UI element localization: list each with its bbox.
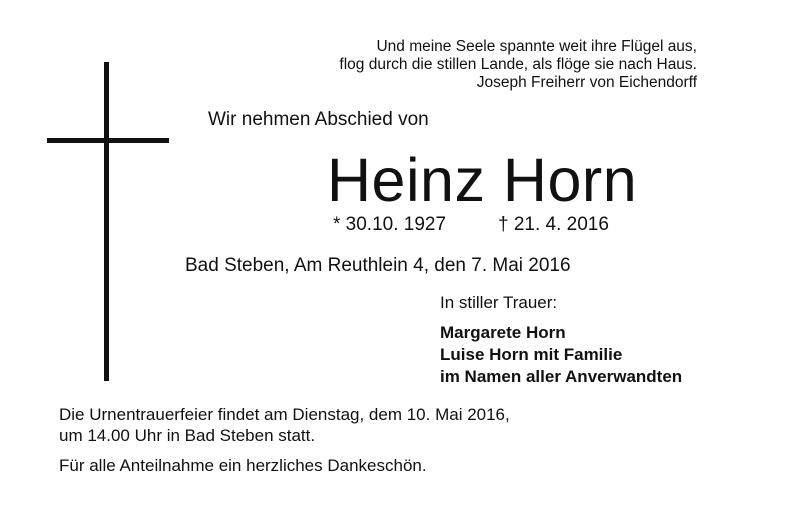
deceased-name: Heinz Horn <box>327 146 638 214</box>
birth-date: * 30.10. 1927 <box>333 214 447 235</box>
service-line: um 14.00 Uhr in Bad Steben statt. <box>59 426 316 445</box>
mourners-list <box>440 322 682 388</box>
quote-line: Und meine Seele spannte weit ihre Flügel aus, <box>376 38 697 55</box>
place-and-date: Bad Steben, Am Reuthlein 4, den 7. Mai 2016 <box>185 255 571 276</box>
quote-block <box>290 38 697 92</box>
mourning-label: In stiller Trauer: <box>440 293 558 312</box>
cross-symbol-vertical <box>104 62 109 381</box>
quote-line: flog durch die stillen Lande, als flöge sie nach Haus. <box>339 56 697 73</box>
intro-text: Wir nehmen Abschied von <box>208 109 429 130</box>
mourner-name: Luise Horn mit Familie <box>440 345 623 364</box>
quote-author: Joseph Freiherr von Eichendorff <box>476 74 697 91</box>
service-info <box>59 404 510 446</box>
service-line: Die Urnentrauerfeier findet am Dienstag, dem 10. Mai 2016, <box>59 405 510 424</box>
thanks-text: Für alle Anteilnahme ein herzliches Dankeschön. <box>59 456 427 475</box>
mourner-name: Margarete Horn <box>440 323 566 342</box>
cross-symbol-horizontal <box>47 138 169 143</box>
mourner-name: im Namen aller Anverwandten <box>440 367 683 386</box>
death-date: † 21. 4. 2016 <box>498 214 609 235</box>
